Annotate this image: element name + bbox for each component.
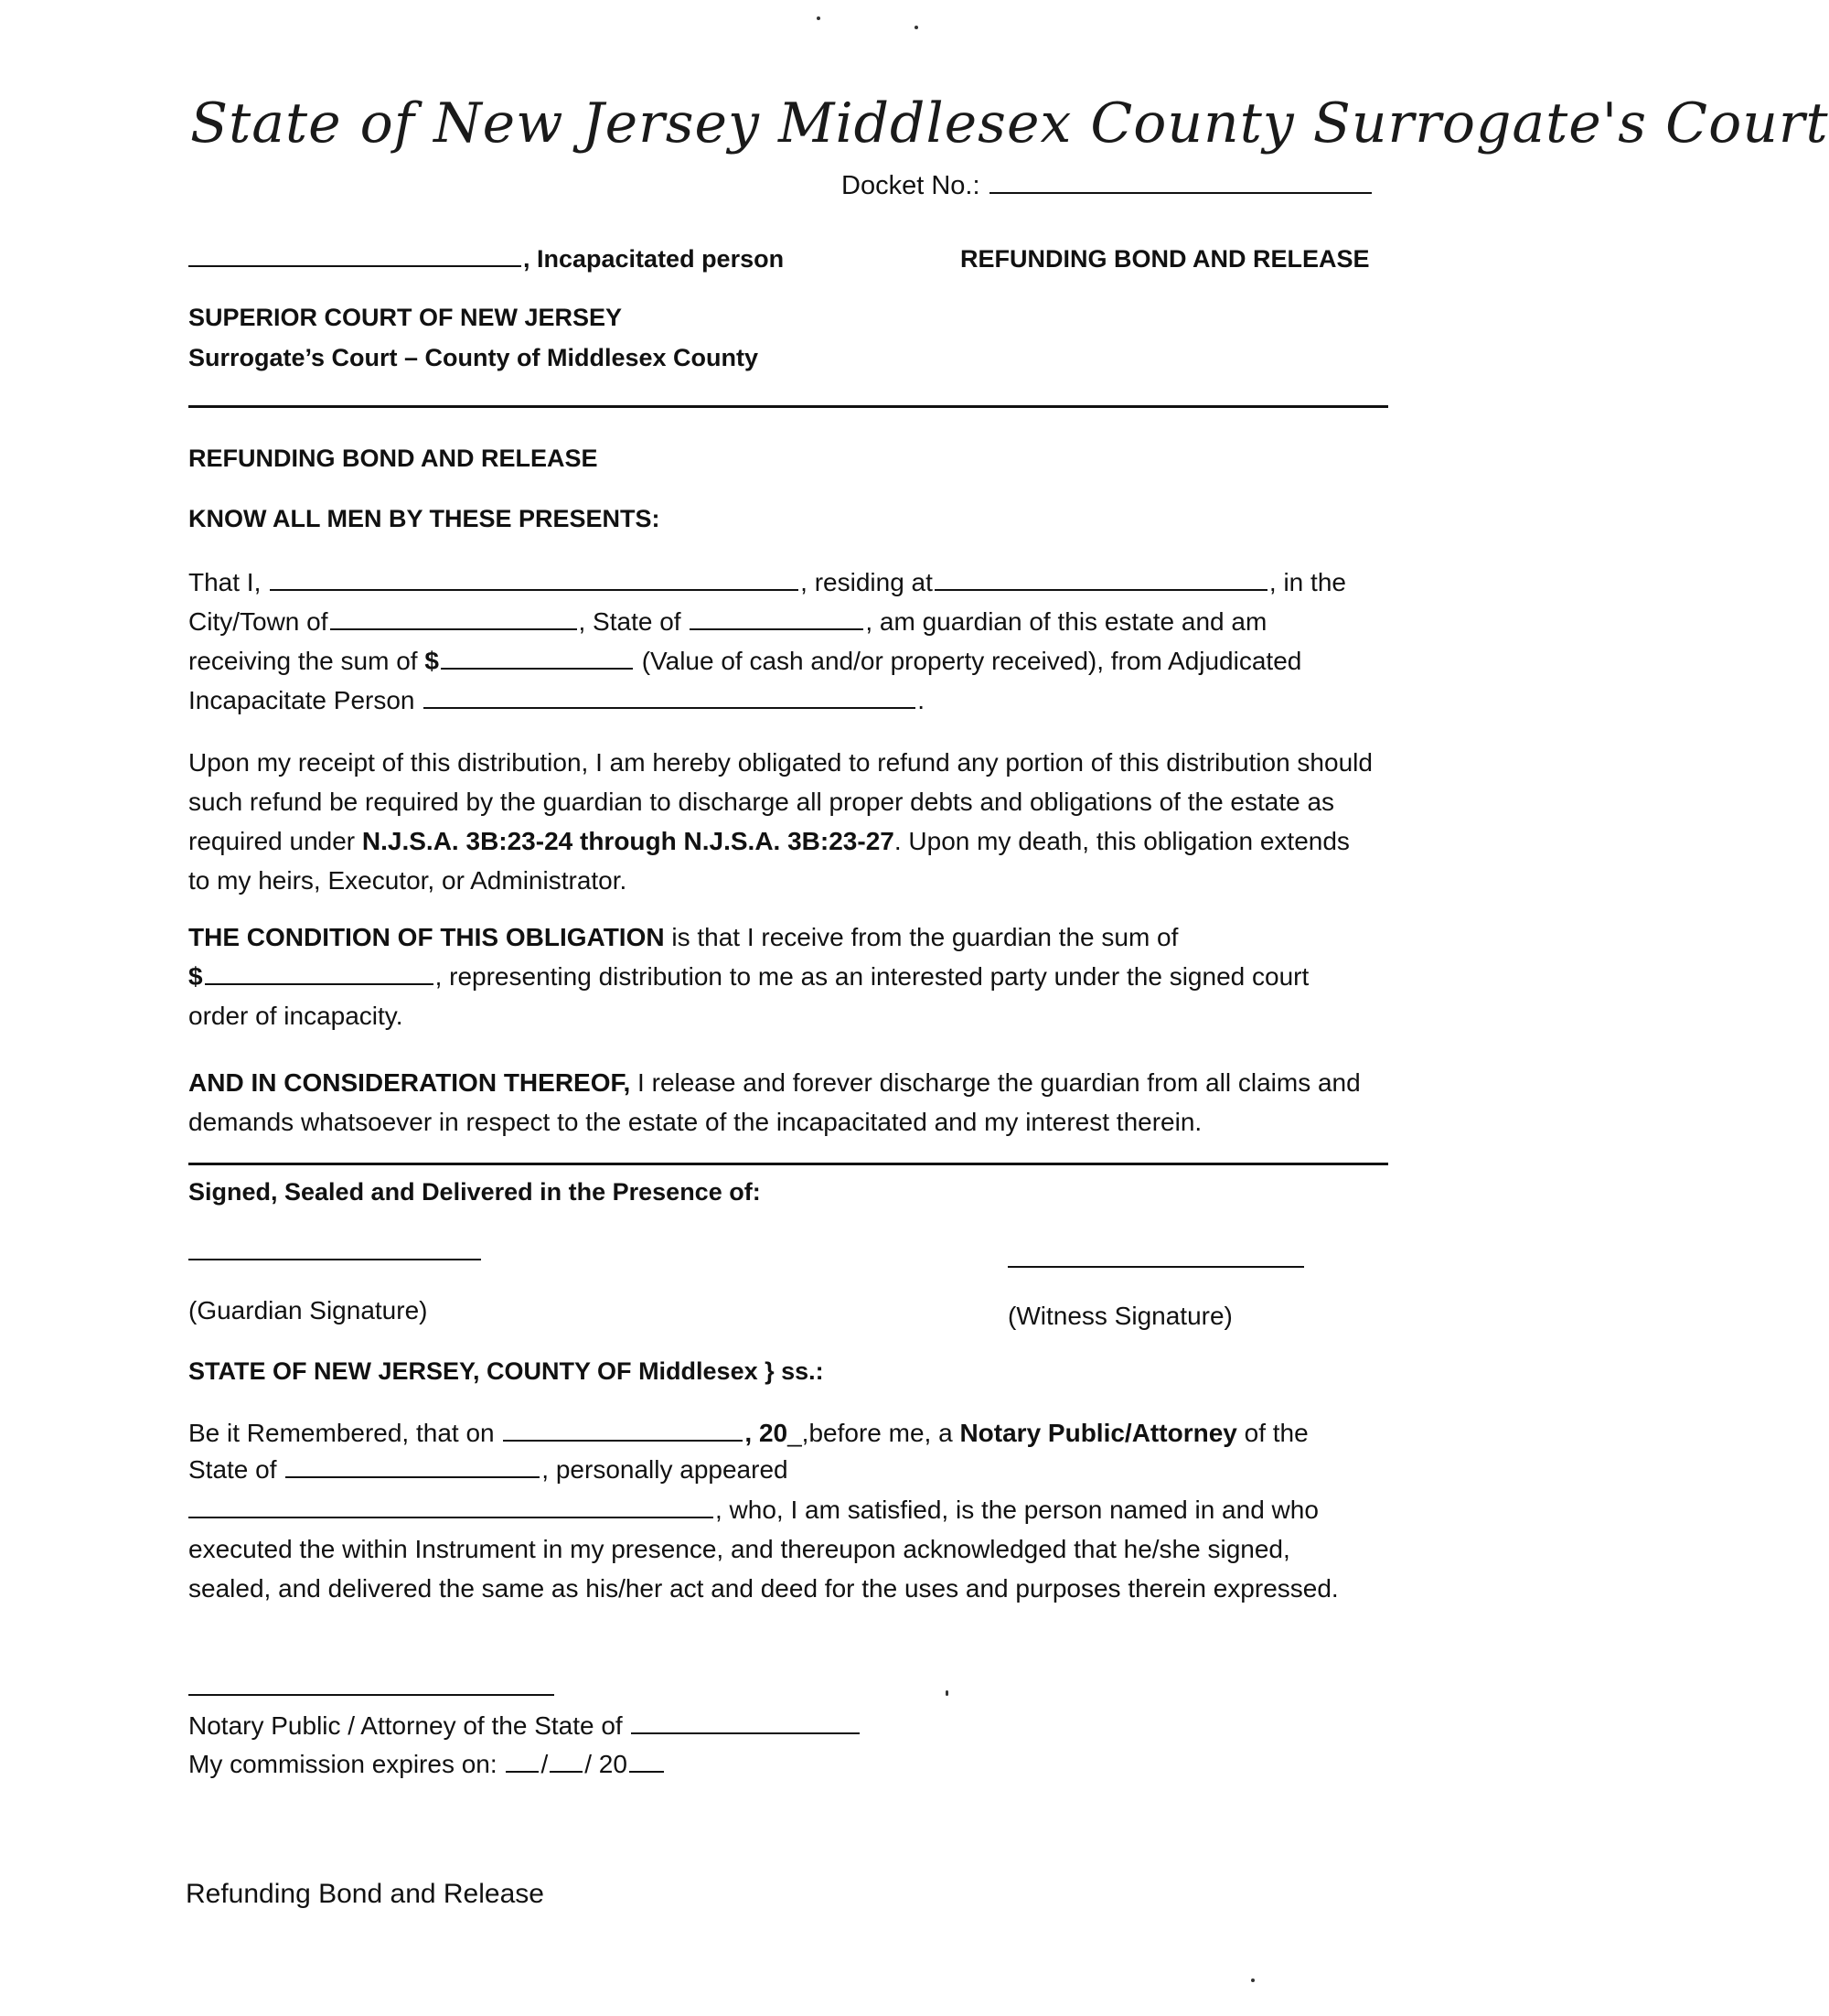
- commission-expiry-line: My commission expires on: / / 20: [188, 1749, 666, 1780]
- notary-state-line: Notary Public / Attorney of the State of: [188, 1710, 861, 1742]
- condition-line-1: THE CONDITION OF THIS OBLIGATION is that I receive from the guardian the sum of: [188, 923, 1179, 951]
- city-town-field[interactable]: [330, 627, 577, 630]
- condition-line-2: $ , representing distribution to me as an interested party under the signed court: [188, 962, 1310, 991]
- commission-year-field[interactable]: [629, 1770, 664, 1773]
- p1-line-3: receiving the sum of $ (Value of cash and/or property received), from Adjudicated: [188, 647, 1302, 675]
- guardian-signature-line[interactable]: [188, 1259, 481, 1260]
- distribution-sum-field[interactable]: [205, 982, 433, 985]
- scan-speck: [817, 16, 820, 20]
- know-all-heading: KNOW ALL MEN BY THESE PRESENTS:: [188, 505, 660, 532]
- notary-line-3: , who, I am satisfied, is the person named in and who: [188, 1495, 1319, 1526]
- p1-line-1: That I, , residing at , in the: [188, 568, 1346, 596]
- releasor-name-field[interactable]: [270, 588, 798, 591]
- docket-number-field[interactable]: [989, 191, 1372, 194]
- release-divider: [188, 1163, 1388, 1165]
- notary-signature-line[interactable]: [188, 1694, 554, 1696]
- docket-label: Docket No.:: [841, 170, 1374, 201]
- signatures-heading: Signed, Sealed and Delivered in the Presence of:: [188, 1178, 761, 1206]
- notary-commission-state-field[interactable]: [631, 1732, 860, 1734]
- court-title: State of New Jersey Middlesex County Surrogate's Court: [190, 91, 1829, 155]
- release-paragraph: AND IN CONSIDERATION THEREOF, I release and forever discharge the guardian from all claims and demands whatsoever in respect to the estate of the incapacitated and my interest therein.: [188, 1068, 1361, 1136]
- court-subtitle: Surrogate’s Court – County of Middlesex County: [188, 344, 759, 371]
- incapacitated-name-field[interactable]: [188, 264, 521, 267]
- state-field[interactable]: [690, 627, 863, 630]
- court-name: SUPERIOR COURT OF NEW JERSEY: [188, 304, 623, 331]
- p1-line-4: Incapacitate Person .: [188, 686, 925, 714]
- venue-line: STATE OF NEW JERSEY, COUNTY OF Middlesex } ss.:: [188, 1357, 824, 1385]
- incapacitated-person-line: , Incapacitated person: [188, 243, 784, 274]
- commission-day-field[interactable]: [550, 1770, 583, 1773]
- witness-signature-line[interactable]: [1008, 1266, 1304, 1268]
- acknowledgment-date-field[interactable]: [503, 1439, 743, 1442]
- body-heading: REFUNDING BOND AND RELEASE: [188, 445, 598, 472]
- appearing-person-field[interactable]: [188, 1516, 713, 1518]
- caption-doc-type: REFUNDING BOND AND RELEASE: [960, 245, 1370, 273]
- residence-field[interactable]: [935, 588, 1267, 591]
- refund-obligation-paragraph: Upon my receipt of this distribution, I am hereby obligated to refund any portion of this distribution should such refund be required by the guardian to discharge all proper debts and obligations of the estate as required under N.J.S.A. 3B:23-24 through N.J.S.A. 3B:23-27. Upon my death, this obligation extends to my heirs, Executor, or Administrator.: [188, 748, 1373, 895]
- acknowledgment-paragraph: executed the within Instrument in my presence, and thereupon acknowledged that he/she signed, sealed, and delivered the same as his/her act and deed for the uses and purposes therein expressed.: [188, 1535, 1339, 1603]
- condition-line-3: order of incapacity.: [188, 1002, 403, 1030]
- caption-divider: [188, 405, 1388, 408]
- notary-line-1: Be it Remembered, that on , 20_,before me, a Notary Public/Attorney of the: [188, 1419, 1309, 1447]
- guardian-signature-label: (Guardian Signature): [188, 1296, 428, 1324]
- incapacitated-person-field[interactable]: [423, 706, 915, 709]
- scan-speck: [1251, 1978, 1255, 1982]
- p1-line-2: City/Town of , State of , am guardian of this estate and am: [188, 607, 1267, 636]
- scan-speck: [914, 26, 918, 29]
- commission-month-field[interactable]: [506, 1770, 539, 1773]
- footer-title: Refunding Bond and Release: [186, 1879, 544, 1909]
- sum-received-field[interactable]: [441, 667, 633, 670]
- witness-signature-label: (Witness Signature): [1008, 1302, 1233, 1330]
- notary-line-2: State of , personally appeared: [188, 1455, 788, 1484]
- scan-speck: [946, 1690, 948, 1696]
- notary-state-field[interactable]: [285, 1475, 540, 1478]
